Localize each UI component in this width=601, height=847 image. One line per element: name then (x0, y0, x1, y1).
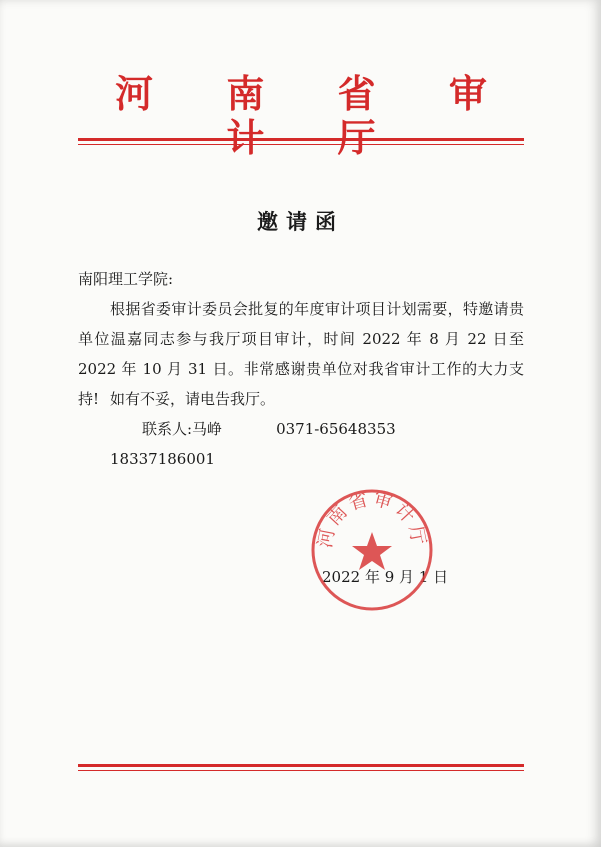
seal-org-text: 河南省审计厅 (313, 488, 431, 550)
salutation: 南阳理工学院: (78, 270, 174, 288)
body-paragraph: 根据省委审计委员会批复的年度审计项目计划需要，特邀请贵单位温嘉同志参与我厅项目审计，时间 2022 年 8 月 22 日至 2022 年 10 月 31 日。非常感谢贵单位对我省审计工作的大力支持! (78, 300, 524, 408)
footer-rule-thick (78, 764, 524, 767)
contact-phone: 0371-65648353 (276, 420, 396, 438)
footer-rule-thin (78, 770, 524, 771)
letterhead-rule-top-thin (78, 144, 524, 145)
closing-line: 如有不妥，请电告我厅。 (110, 390, 276, 408)
seal-star-icon (352, 532, 392, 570)
letterhead-rule-top-thick (78, 138, 524, 141)
contact-mobile: 18337186001 (110, 450, 215, 468)
contact-person: 联系人:马峥 (142, 420, 223, 438)
letterhead-title: 河 南 省 审 (115, 72, 517, 116)
letter-date: 2022 年 9 月 1 日 (322, 568, 449, 586)
document-title: 邀请函 (257, 209, 344, 234)
contact-line (78, 414, 524, 474)
official-seal-stamp (310, 488, 434, 612)
